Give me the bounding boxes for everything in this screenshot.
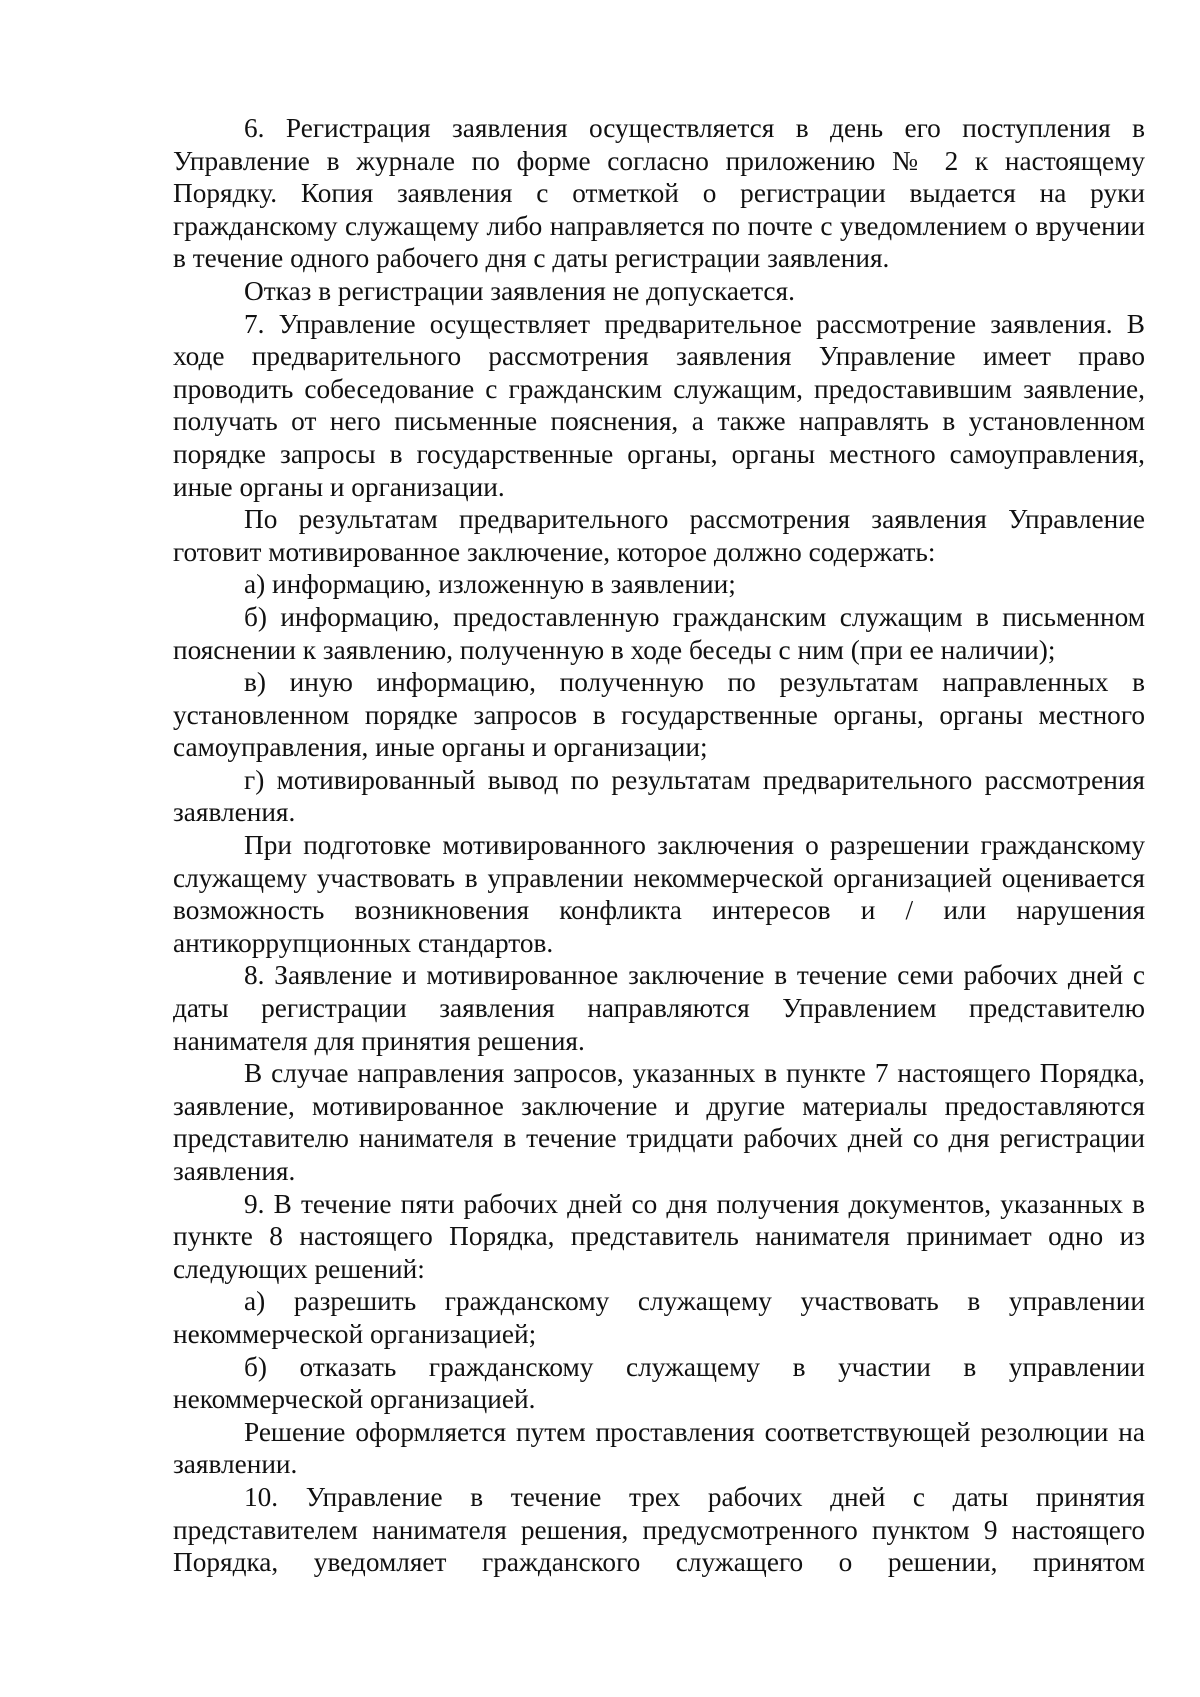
list-item-g: г) мотивированный вывод по результатам предварительного рассмотрения заявления. <box>173 764 1145 828</box>
decision-option-b: б) отказать гражданскому служащему в участии в управлении некоммерческой организацией. <box>173 1351 1145 1415</box>
paragraph-10-notification: 10. Управление в течение трех рабочих дней с даты принятия представителем нанимателя решения, предусмотренного пунктом 9 настоящего Порядка, уведомляет гражданского служащего о решении, принятом <box>173 1481 1145 1578</box>
decision-option-a: а) разрешить гражданскому служащему участвовать в управлении некоммерческой организацией; <box>173 1286 1145 1349</box>
paragraph-8-submission: 8. Заявление и мотивированное заключение в течение семи рабочих дней с даты регистрации заявления направляются Управлением представителю нанимателя для принятия решения. <box>173 960 1145 1056</box>
document-page <box>173 112 1145 1579</box>
paragraph-refusal-not-allowed: Отказ в регистрации заявления не допускается. <box>244 275 795 306</box>
paragraph-conclusion-contents: По результатам предварительного рассмотрения заявления Управление готовит мотивированное заключение, которое должно содержать: <box>173 504 1145 567</box>
paragraph-7-preliminary-review: 7. Управление осуществляет предварительное рассмотрение заявления. В ходе предварительного рассмотрения заявления Управление имеет право проводить собеседование с гражданским служащим, предоставившим заявление, получать от него письменные пояснения, а также направлять в установленном порядке запросы в государственные органы, органы местного самоуправления, иные органы и организации. <box>173 308 1145 502</box>
paragraph-conflict-assessment: При подготовке мотивированного заключения о разрешении гражданскому служащему участвовать в управлении некоммерческой организацией оценивается возможность возникновения конфликта интересов и / или нарушения антикоррупционных стандартов. <box>173 830 1145 958</box>
list-item-v: в) иную информацию, полученную по результатам направленных в установленном порядке запросов в государственные органы, органы местного самоуправления, иные органы и организации; <box>173 667 1145 763</box>
paragraph-requests-deadline: В случае направления запросов, указанных в пункте 7 настоящего Порядка, заявление, мотивированное заключение и другие материалы предоставляются представителю нанимателя в течение тридцати рабочих дней со дня регистрации заявления. <box>173 1058 1145 1186</box>
list-item-a: а) информацию, изложенную в заявлении; <box>244 569 736 600</box>
paragraph-9-decision: 9. В течение пяти рабочих дней со дня получения документов, указанных в пункте 8 настоящего Порядка, представитель нанимателя принимает одно из следующих решений: <box>173 1188 1145 1284</box>
list-item-b: б) информацию, предоставленную гражданским служащим в письменном пояснении к заявлению, полученную в ходе беседы с ним (при ее наличии); <box>173 601 1145 665</box>
paragraph-resolution: Решение оформляется путем проставления соответствующей резолюции на заявлении. <box>173 1416 1145 1480</box>
paragraph-6-registration: 6. Регистрация заявления осуществляется в день его поступления в Управление в журнале по форме согласно приложению № 2 к настоящему Порядку. Копия заявления с отметкой о регистрации выдается на руки гражданскому служащему либо направляется по почте с уведомлением о вручении в течение одного рабочего дня с даты регистрации заявления. <box>173 113 1145 274</box>
